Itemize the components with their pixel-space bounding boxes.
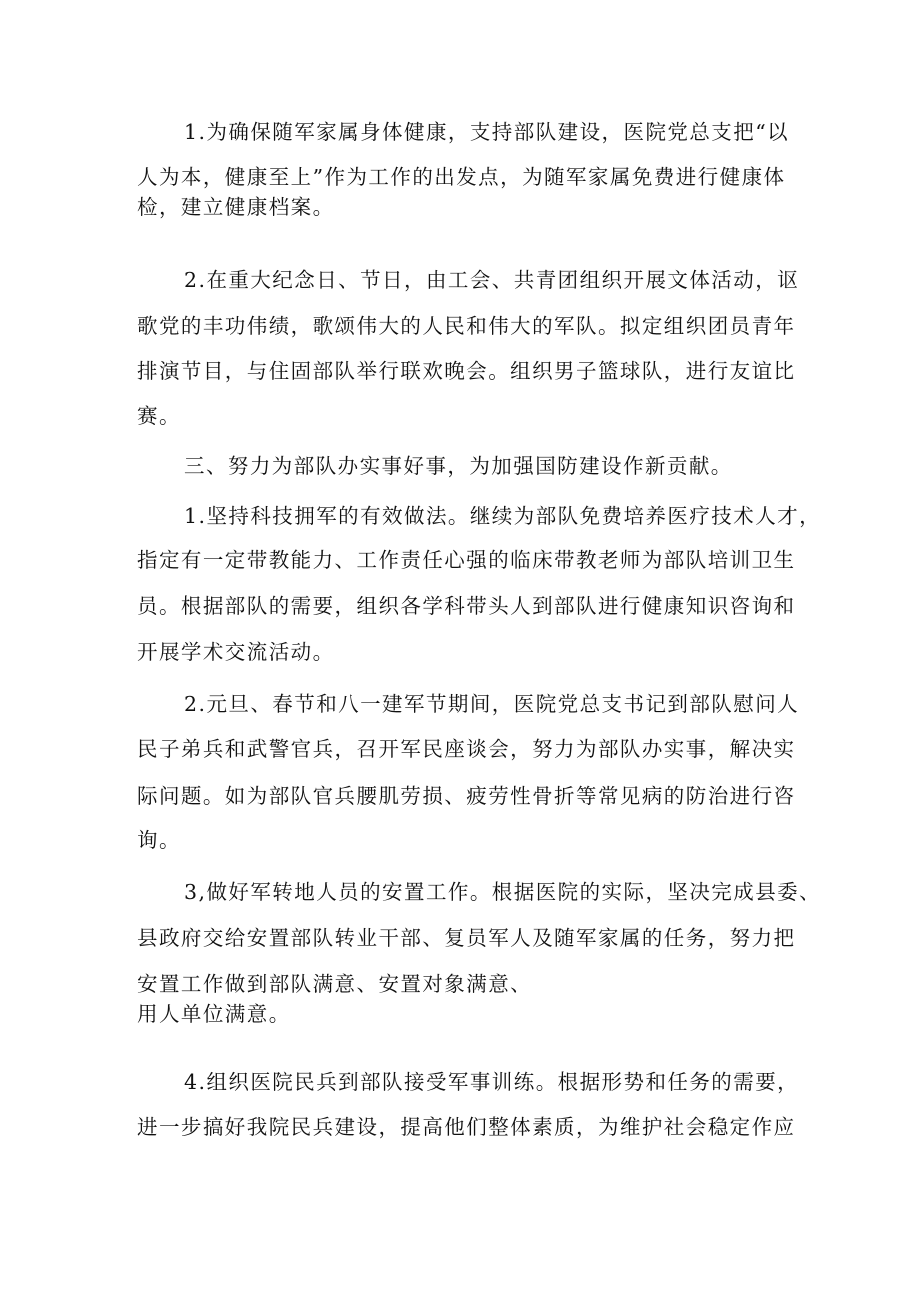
- paragraph-6-line-3: 安置工作做到部队满意、安置对象满意、: [137, 972, 533, 996]
- paragraph-6-line-2: 县政府交给安置部队转业干部、复员军人及随军家属的任务，努力把: [137, 926, 796, 950]
- paragraph-4-line-3: 员。根据部队的需要，组织各学科带头人到部队进行健康知识咨询和: [137, 594, 796, 618]
- paragraph-2-line-3: 排演节目，与住固部队举行联欢晚会。组织男子篮球队，进行友谊比: [137, 359, 796, 383]
- paragraph-5-line-1: 2.元旦、春节和八一建军节期间，医院党总支书记到部队慰问人: [184, 692, 800, 716]
- paragraph-7-line-1: 4.组织医院民兵到部队接受军事训练。根据形势和任务的需要，: [184, 1070, 800, 1094]
- paragraph-1-line-2: 人为本，健康至上”作为工作的出发点，为随军家属免费进行健康体: [137, 165, 786, 189]
- paragraph-1-line-3: 检，建立健康档案。: [137, 195, 335, 219]
- paragraph-4-line-1: 1.坚持科技拥军的有效做法。继续为部队免费培养医疗技术人才，: [184, 504, 822, 528]
- paragraph-4-line-2: 指定有一定带教能力、工作责任心强的临床带教老师为部队培训卫生: [137, 548, 796, 572]
- paragraph-1-line-1: 1.为确保随军家属身体健康，支持部队建设，医院党总支把“以: [184, 120, 790, 144]
- paragraph-6-line-1: 3,做好军转地人员的安置工作。根据医院的实际，坚决完成县委、: [184, 880, 822, 904]
- section-heading-3: 三、努力为部队办实事好事，为加强国防建设作新贡献。: [184, 454, 733, 478]
- paragraph-5-line-4: 询。: [137, 828, 181, 852]
- paragraph-2-line-2: 歌党的丰功伟绩，歌颂伟大的人民和伟大的军队。拟定组织团员青年: [137, 314, 796, 338]
- paragraph-5-line-2: 民子弟兵和武警官兵，召开军民座谈会，努力为部队办实事，解决实: [137, 737, 796, 761]
- paragraph-7-line-2: 进一步搞好我院民兵建设，提高他们整体素质，为维护社会稳定作应: [137, 1115, 796, 1139]
- paragraph-5-line-3: 际问题。如为部队官兵腰肌劳损、疲劳性骨折等常见病的防治进行咨: [137, 784, 796, 808]
- paragraph-2-line-4: 赛。: [137, 404, 181, 428]
- paragraph-4-line-4: 开展学术交流活动。: [137, 640, 335, 664]
- paragraph-2-line-1: 2.在重大纪念日、节日，由工会、共青团组织开展文体活动，讴: [184, 268, 800, 292]
- paragraph-6-line-4: 用人单位满意。: [137, 1002, 291, 1026]
